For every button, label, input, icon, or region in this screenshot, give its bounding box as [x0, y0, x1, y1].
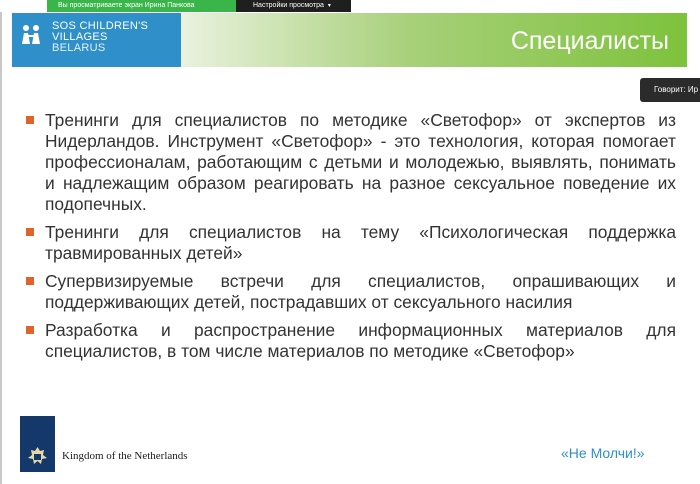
- chevron-down-icon: ▾: [327, 3, 331, 9]
- screen-share-bar: [0, 0, 700, 12]
- active-speaker-badge: Говорит: Ир: [640, 78, 700, 102]
- logo-line-2: VILLAGES: [52, 31, 108, 43]
- bullet-list: [24, 110, 676, 369]
- bullet-item: Супервизируемые встречи для специалистов, опрашивающих и поддерживающих детей, пострадавших от сексуального насилия: [24, 271, 676, 313]
- slide-left-edge: [0, 12, 2, 484]
- slide-header-band: [181, 13, 687, 67]
- sos-children-icon: [20, 23, 42, 45]
- logo-line-3: BELARUS: [52, 42, 106, 54]
- bullet-item: Тренинги для специалистов на тему «Психологическая поддержка травмированных детей»: [24, 222, 676, 264]
- slide-title: Специалисты: [510, 27, 669, 55]
- bullet-item: Разработка и распространение информационных материалов для специалистов, в том числе материалов по методике «Светофор»: [24, 320, 676, 362]
- partner-name: Kingdom of the Netherlands: [62, 450, 188, 462]
- logo-line-1: SOS CHILDREN'S: [52, 20, 149, 32]
- view-settings-label: Настройки просмотра: [253, 2, 324, 9]
- sos-logo-text: [52, 21, 148, 54]
- campaign-name: «Не Молчи!»: [561, 445, 645, 461]
- view-settings-button[interactable]: [236, 0, 351, 12]
- bullet-item: Тренинги для специалистов по методике «Светофор» от экспертов из Нидерландов. Инструмент «Светофор» - это технология, которая помогает профессионалам, работающим с детьми и молодежью, выявлять, понимать и надлежащим образом реагировать на разное сексуальное поведение их подопечных.: [24, 110, 676, 215]
- screen-share-notice: Вы просматриваете экран Ирина Панкова: [47, 0, 236, 12]
- netherlands-crest-icon: [20, 416, 55, 472]
- crest-emblem-icon: [26, 446, 49, 466]
- sos-logo: [12, 13, 181, 67]
